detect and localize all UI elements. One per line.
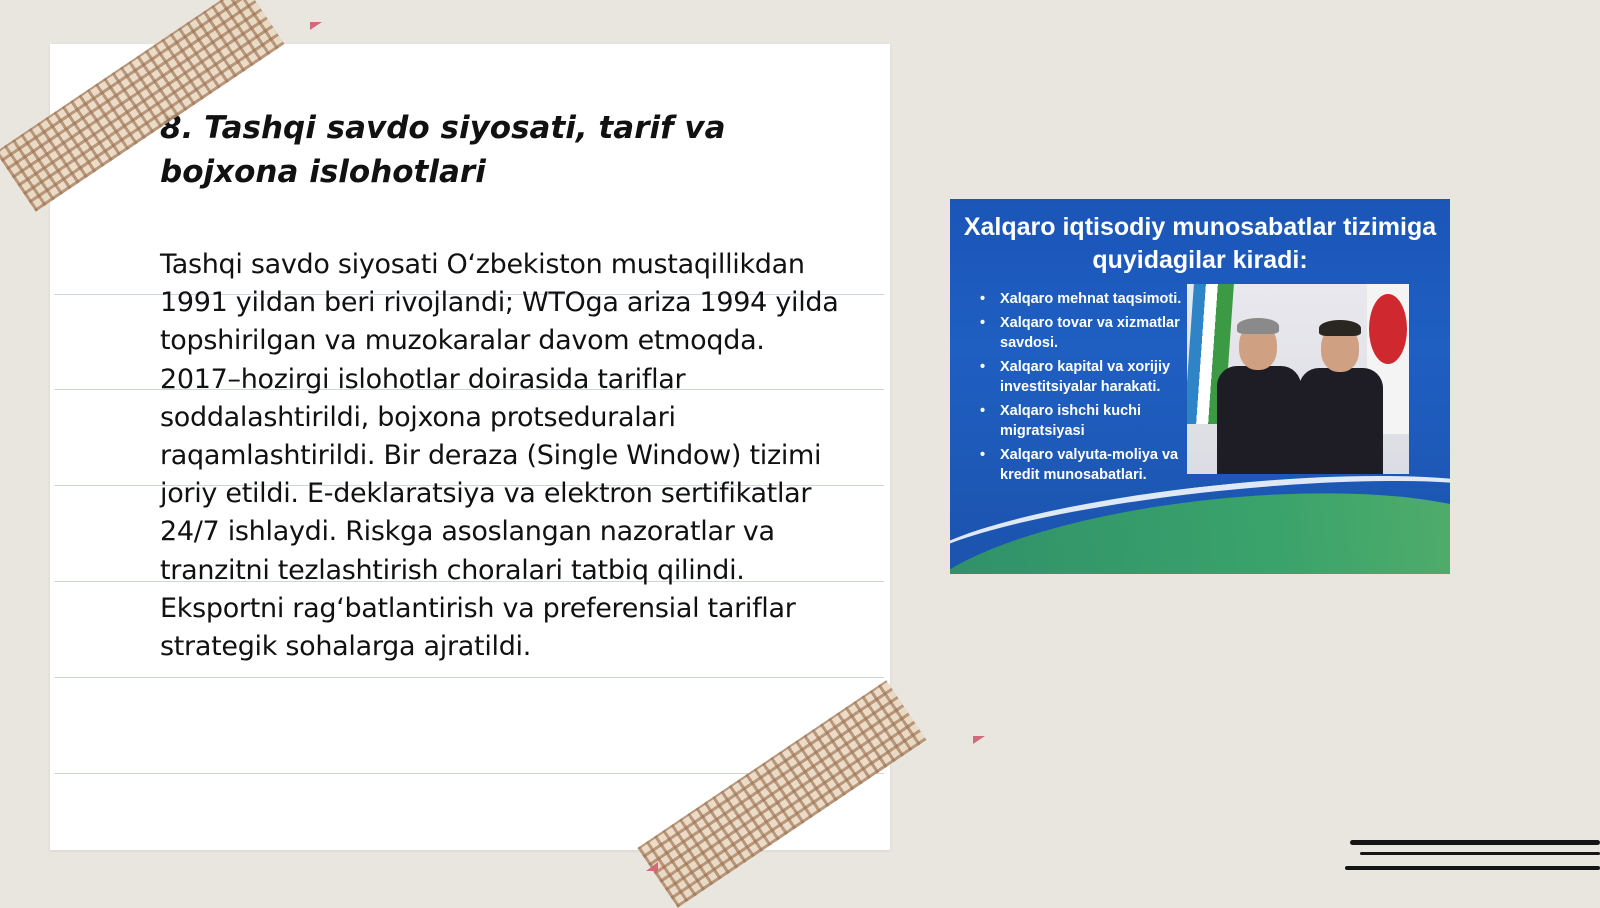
person-figure bbox=[1217, 304, 1307, 474]
decorative-scribble-lines bbox=[1340, 836, 1600, 880]
image-bullet: • Xalqaro tovar va xizmatlar savdosi. bbox=[980, 313, 1200, 353]
image-bullet: • Xalqaro valyuta-moliya va kredit munosabatlari. bbox=[980, 445, 1200, 485]
tape-corner-mark bbox=[973, 736, 985, 744]
person-figure bbox=[1299, 304, 1389, 474]
image-bullet: • Xalqaro ishchi kuchi migratsiyasi bbox=[980, 401, 1200, 441]
image-bullet-list bbox=[980, 289, 1200, 489]
slide-title: 8. Tashqi savdo siyosati, tarif va bojxona islohotlari bbox=[160, 110, 726, 190]
tape-corner-mark bbox=[310, 22, 322, 30]
ruled-line bbox=[54, 677, 884, 678]
tape-corner-mark bbox=[646, 862, 658, 871]
image-bullet: • Xalqaro mehnat taqsimoti. bbox=[980, 289, 1200, 309]
slide-body-text: Tashqi savdo siyosati O‘zbekiston mustaqillikdan 1991 yildan beri rivojlandi; WTOga ariza 1994 yilda topshirilgan va muzokaralar davom etmoqda. 2017–hozirgi islohotlar doirasida tariflar soddalashtirildi, bojxona protseduralari raqamlashtirildi. Bir deraza (Single Window) tizimi joriy etildi. E-deklaratsiya va elektron sertifikatlar 24/7 ishlaydi. Riskga asoslangan nazoratlar va tranzitni tezlashtirish choralari tatbiq qilindi. Eksportni rag‘batlantirish va preferensial tariflar strategik sohalarga ajratildi. bbox=[160, 249, 839, 663]
image-heading: Xalqaro iqtisodiy munosabatlar tizimiga quyidagilar kiradi: bbox=[963, 213, 1437, 274]
embedded-slide-image bbox=[950, 199, 1450, 574]
notebook-paper bbox=[50, 44, 890, 850]
handshake-photo bbox=[1187, 284, 1409, 474]
image-bullet: • Xalqaro kapital va xorijiy investitsiyalar harakati. bbox=[980, 357, 1200, 397]
